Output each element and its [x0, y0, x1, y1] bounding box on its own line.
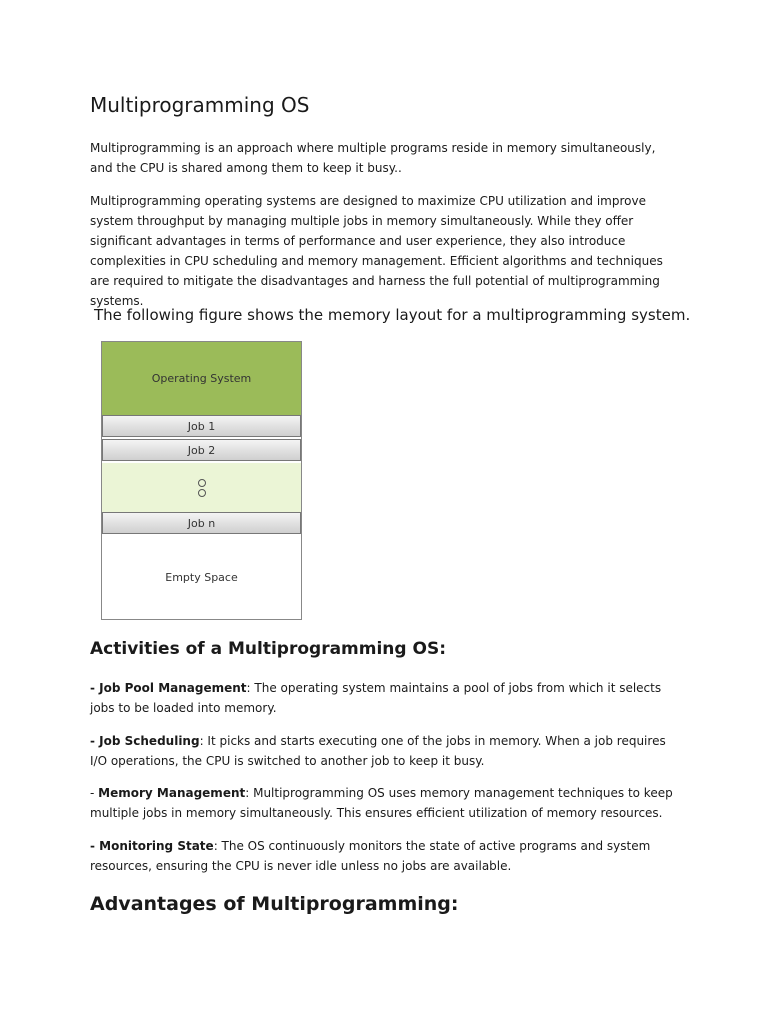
activity-label: - Job Pool Management — [90, 681, 247, 695]
activity-label: - Monitoring State — [90, 839, 214, 853]
activities-heading: Activities of a Multiprogramming OS: — [90, 639, 446, 659]
activity-text: : Multiprogramming OS uses memory management techniques to keep multiple jobs in memory simultaneously. This ensures efficient utilization of memory resources. — [90, 786, 673, 820]
empty-space-block: Empty Space — [102, 536, 301, 619]
activity-job-pool — [90, 678, 685, 718]
advantages-heading: Advantages of Multiprogramming: — [90, 893, 459, 915]
os-block: Operating System — [102, 342, 301, 416]
description-paragraph: Multiprogramming operating systems are designed to maximize CPU utilization and improve system throughput by managing multiple jobs in memory simultaneously. While they offer significant advantages in terms of performance and user experience, they also introduce complexities in CPU scheduling and memory management. Efficient algorithms and techniques are required to mitigate the disadvantages and harness the full potential of multiprogramming systems. — [90, 194, 663, 308]
ellipsis-dot-icon — [198, 479, 206, 487]
intro-paragraph: Multiprogramming is an approach where multiple programs reside in memory simultaneously, and the CPU is shared among them to keep it busy.. — [90, 141, 656, 175]
activity-label: Memory Management — [98, 786, 246, 800]
job-1-block: Job 1 — [102, 415, 301, 437]
activity-memory-management — [90, 783, 685, 823]
activity-job-scheduling — [90, 731, 685, 771]
activity-monitoring-state — [90, 836, 685, 876]
job-n-block: Job n — [102, 512, 301, 534]
memory-layout-figure — [101, 341, 302, 620]
page-title: Multiprogramming OS — [90, 93, 310, 117]
figure-caption: The following figure shows the memory layout for a multiprogramming system. — [94, 306, 691, 324]
ellipsis-block — [102, 463, 301, 512]
job-2-block: Job 2 — [102, 439, 301, 461]
activity-text: : It picks and starts executing one of the jobs in memory. When a job requires I/O operations, the CPU is switched to another job to keep it busy. — [90, 734, 666, 768]
activity-prefix: - — [90, 786, 99, 800]
activity-label: - Job Scheduling — [90, 734, 200, 748]
activity-text: : The operating system maintains a pool of jobs from which it selects jobs to be loaded into memory. — [90, 681, 662, 715]
activity-text: : The OS continuously monitors the state of active programs and system resources, ensuring the CPU is never idle unless no jobs are available. — [90, 839, 651, 873]
ellipsis-dot-icon — [198, 489, 206, 497]
